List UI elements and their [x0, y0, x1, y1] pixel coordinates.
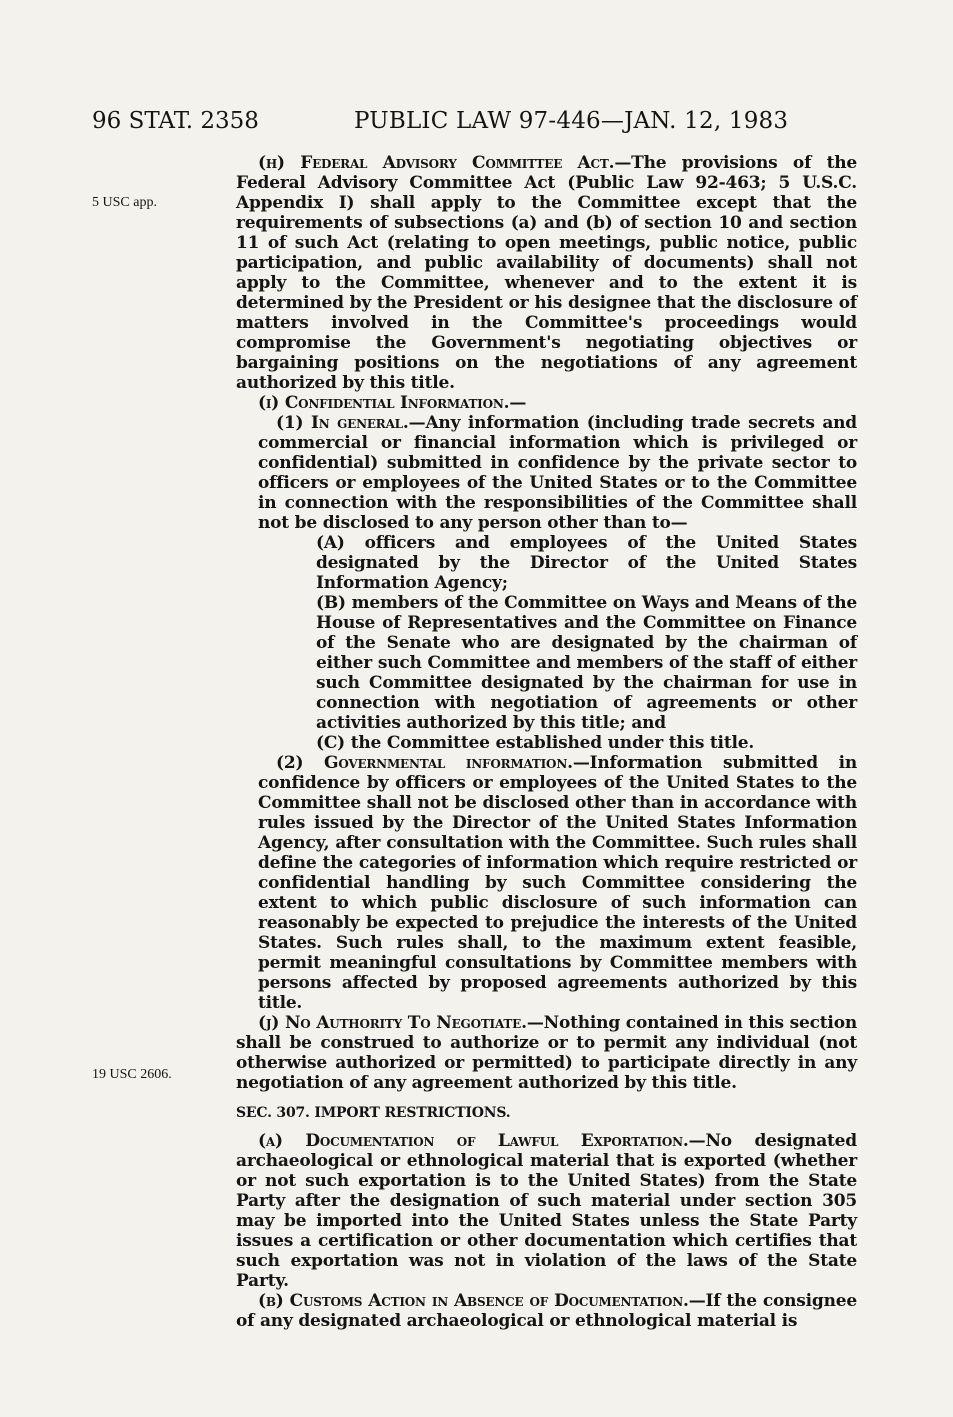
paragraph-i2-text: —Information submitted in confidence by officers or employees of the United States to the Committee shall not be disclosed other than in accordance with rules issued by the Director of the United States Information Agency, after consultation with the Committee. Such rules shall define the categories of information which require restricted or confidential handling by such Committee considering the extent to which public disclosure of such information can reasonably be expected to prejudice the interests of the United States. Such rules shall, to the maximum extent feasible, permit meaningful consultations by Committee members with persons affected by proposed agreements authorized by this title. [258, 753, 857, 1013]
statute-page-number: 96 STAT. 2358 [92, 108, 259, 134]
paragraph-b [236, 1291, 857, 1331]
public-law-title: PUBLIC LAW 97-446—JAN. 12, 1983 [354, 108, 789, 134]
margin-note-5-usc: 5 USC app. [92, 195, 157, 210]
paragraph-b-heading: (b) Customs Action in Absence of Documentation. [258, 1291, 689, 1311]
paragraph-j-heading: (j) No Authority To Negotiate. [258, 1013, 527, 1033]
paragraph-h-heading: (h) Federal Advisory Committee Act. [258, 153, 615, 173]
page-header [92, 108, 862, 140]
margin-note-19-usc: 19 USC 2606. [92, 1067, 172, 1082]
paragraph-i2 [236, 753, 857, 1013]
paragraph-i1-text: —Any information (including trade secrets and commercial or financial information which is privileged or confidential) submitted in confidence by the private sector to officers or employees of the United States or to the Committee in connection with the responsibilities of the Committee shall not be disclosed to any person other than to— [258, 413, 857, 533]
paragraph-i1c: (C) the Committee established under this title. [316, 733, 755, 753]
paragraph-a [236, 1131, 857, 1291]
paragraph-i1b: (B) members of the Committee on Ways and Means of the House of Representatives and the Committee on Finance of the Senate who are designated by the chairman of either such Committee and members of the staff of either such Committee designated by the chairman for use in connection with negotiation of agreements or other activities authorized by this title; and [316, 593, 857, 733]
paragraph-a-heading: (a) Documentation of Lawful Exportation. [258, 1131, 689, 1151]
body-text [236, 153, 857, 1331]
paragraph-i-heading: (i) Confidential Information.— [258, 393, 527, 413]
paragraph-j-text: —Nothing contained in this section shall be construed to authorize or to permit any individual (not otherwise authorized or permitted) to participate directly in any negotiation of any agreement authorized by this title. [236, 1013, 857, 1093]
paragraph-h-text: —The provisions of the Federal Advisory Committee Act (Public Law 92-463; 5 U.S.C. Appendix I) shall apply to the Committee except that the requirements of subsections (a) and (b) of section 10 and section 11 of such Act (relating to open meetings, public notice, public participation, and public availability of documents) shall not apply to the Committee, whenever and to the extent it is determined by the President or his designee that the disclosure of matters involved in the Committee's proceedings would compromise the Government's negotiating objectives or bargaining positions on the negotiations of any agreement authorized by this title. [236, 153, 857, 393]
paragraph-j [236, 1013, 857, 1093]
paragraph-i1a: (A) officers and employees of the United States designated by the Director of the United States Information Agency; [316, 533, 857, 593]
paragraph-b-text: —If the consignee of any designated archaeological or ethnological material is [236, 1291, 858, 1331]
paragraph-a-text: —No designated archaeological or ethnological material that is exported (whether or not such exportation is to the United States) from the State Party after the designation of such material under section 305 may be imported into the United States unless the State Party issues a certification or other documentation which certifies that such exportation was not in violation of the laws of the State Party. [236, 1131, 857, 1291]
paragraph-i1-heading: (1) In general. [276, 413, 409, 433]
section-307-heading: SEC. 307. IMPORT RESTRICTIONS. [236, 1105, 511, 1121]
paragraph-i2-heading: (2) Governmental information. [276, 753, 573, 773]
paragraph-h [236, 153, 857, 393]
paragraph-i1 [236, 413, 857, 533]
